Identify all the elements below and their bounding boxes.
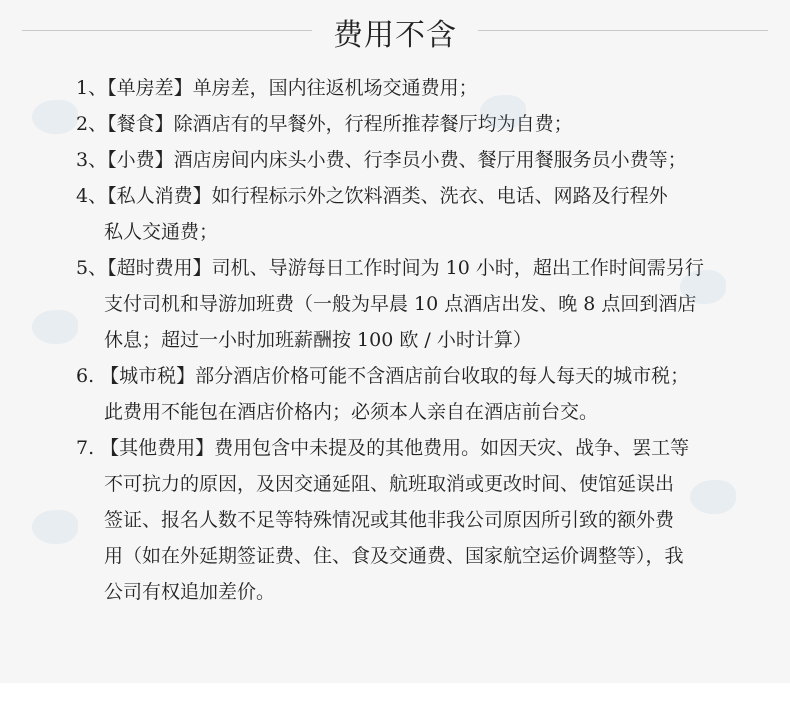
list-item — [76, 250, 756, 358]
list-item — [76, 178, 756, 250]
header-divider-right — [478, 30, 768, 31]
list-item-continuation: 用（如在外延期签证费、住、食及交通费、国家航空运价调整等），我 — [104, 545, 684, 567]
list-item — [76, 70, 756, 106]
list-item-text: 3、【小费】酒店房间内床头小费、行李员小费、餐厅用餐服务员小费等； — [76, 149, 687, 171]
watermark-icon — [32, 310, 78, 344]
list-item-continuation: 此费用不能包在酒店价格内；必须本人亲自在酒店前台交。 — [104, 401, 599, 423]
list-item-continuation: 签证、报名人数不足等特殊情况或其他非我公司原因所引致的额外费 — [104, 509, 675, 531]
section-header — [0, 0, 790, 58]
list-item-text: 1、【单房差】单房差，国内往返机场交通费用； — [76, 77, 478, 99]
list-item-text: 5、【超时费用】司机、导游每日工作时间为 10 小时，超出工作时间需另行 — [76, 257, 704, 279]
exclusions-list — [76, 70, 756, 610]
list-item-continuation: 不可抗力的原因，及因交通延阻、航班取消或更改时间、使馆延误出 — [104, 473, 675, 495]
list-item-continuation: 公司有权追加差价。 — [104, 581, 276, 603]
list-item — [76, 106, 756, 142]
list-item — [76, 358, 756, 430]
list-item-text: 6. 【城市税】部分酒店价格可能不含酒店前台收取的每人每天的城市税； — [76, 365, 690, 387]
list-item-continuation: 支付司机和导游加班费（一般为早晨 10 点酒店出发、晚 8 点回到酒店 — [104, 293, 697, 315]
list-item-continuation: 私人交通费； — [104, 221, 219, 243]
watermark-icon — [32, 100, 78, 134]
list-item-text: 4、【私人消费】如行程标示外之饮料酒类、洗衣、电话、网路及行程外 — [76, 185, 668, 207]
section-title: 费用不含 — [333, 18, 457, 53]
bottom-strip — [0, 683, 790, 707]
list-item-text: 2、【餐食】除酒店有的早餐外，行程所推荐餐厅均为自费； — [76, 113, 573, 135]
list-item-text: 7. 【其他费用】费用包含中未提及的其他费用。如因天灾、战争、罢工等 — [76, 437, 690, 459]
watermark-icon — [32, 510, 78, 544]
list-item — [76, 430, 756, 610]
list-item — [76, 142, 756, 178]
list-item-continuation: 休息；超过一小时加班薪酬按 100 欧 / 小时计算） — [104, 329, 532, 351]
